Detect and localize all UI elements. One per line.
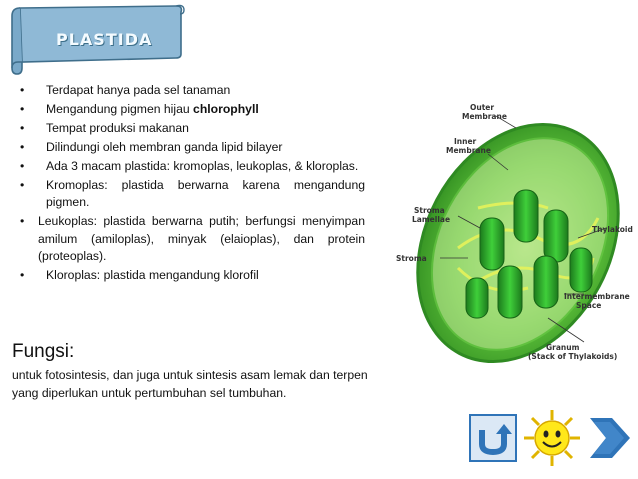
label-stroma-lamellae-1: Stroma [414, 206, 445, 215]
label-granum-2: (Stack of Thylakoids) [528, 352, 618, 361]
bullet-bold-term: chlorophyll [193, 102, 259, 116]
bullet-list [20, 82, 365, 286]
bullet-marker: • [20, 83, 25, 97]
label-granum-1: Granum [546, 343, 580, 352]
bullet-text: Kloroplas: plastida mengandung klorofil [46, 268, 259, 283]
bullet-marker: • [20, 268, 25, 283]
label-thylakoid: Thylakoid [592, 225, 633, 234]
bullet-item [20, 120, 365, 137]
bullet-item [20, 139, 365, 156]
bullet-item [20, 213, 365, 265]
bullet-text: Leukoplas: plastida berwarna putih; berfungsi menyimpan amilum (amiloplas), minyak (elaioplas), dan protein (proteoplas). [38, 214, 365, 264]
label-outer-membrane-1: Outer [470, 103, 495, 112]
bullet-marker: • [20, 214, 25, 229]
label-intermembrane-2: Space [576, 301, 602, 310]
bullet-text: Dilindungi oleh membran ganda lipid bilayer [46, 140, 283, 154]
bullet-item [20, 82, 365, 99]
bullet-item [20, 267, 365, 284]
label-outer-membrane-2: Membrane [462, 112, 507, 121]
chloroplast-diagram [388, 98, 638, 380]
bullet-text: Kromoplas: plastida berwarna karena mengandung pigmen. [46, 178, 365, 210]
label-stroma-lamellae-2: Lamellae [412, 215, 451, 224]
bullet-marker: • [20, 102, 25, 116]
bullet-text: Terdapat hanya pada sel tanaman [46, 83, 231, 97]
bullet-item [20, 101, 365, 118]
slide-title: PLASTIDA [56, 30, 153, 49]
label-inner-membrane-2: Membrane [446, 146, 491, 155]
bullet-item [20, 177, 365, 212]
bullet-text: Ada 3 macam plastida: kromoplas, leukoplas, & kloroplas. [46, 159, 359, 173]
fungsi-text: untuk fotosintesis, dan juga untuk sintesis asam lemak dan terpen yang diperlukan untuk pertumbuhan sel tumbuhan. [12, 368, 368, 400]
bullet-marker: • [20, 159, 25, 173]
bullet-marker: • [20, 178, 25, 192]
fungsi-heading: Fungsi: [12, 341, 75, 362]
label-inner-membrane-1: Inner [454, 137, 477, 146]
bullet-marker: • [20, 121, 25, 135]
bullet-text: Mengandung pigmen hijau [46, 102, 194, 116]
bullet-item [20, 158, 365, 175]
bullet-text: Tempat produksi makanan [46, 121, 189, 135]
next-arrow-icon[interactable] [584, 414, 632, 462]
label-intermembrane-1: Intermembrane [564, 292, 630, 301]
bullet-marker: • [20, 140, 25, 154]
u-turn-return-icon[interactable] [469, 414, 517, 462]
smiling-sun-icon [522, 408, 582, 468]
label-stroma: Stroma [396, 254, 427, 263]
